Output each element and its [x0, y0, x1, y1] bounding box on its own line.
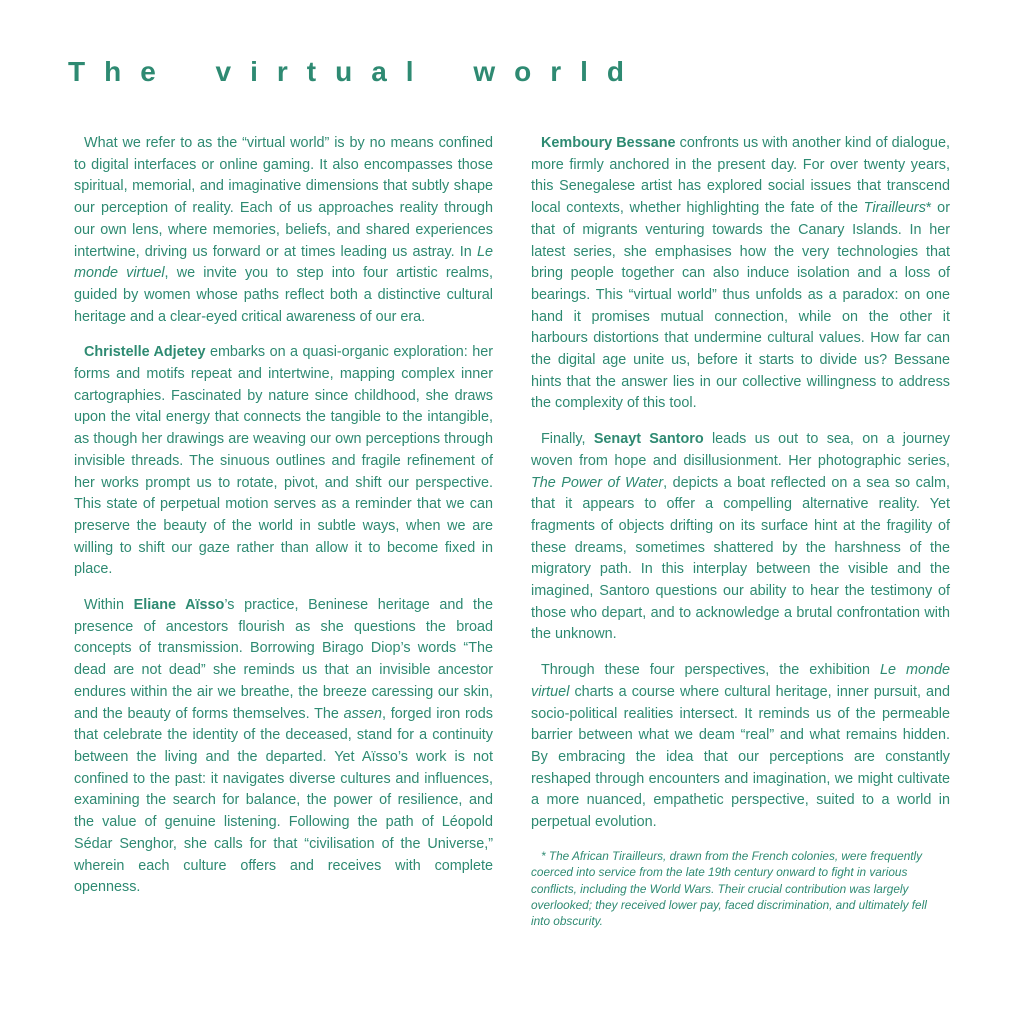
- artist-name-aisso: Eliane Aïsso: [133, 597, 225, 614]
- aisso-paragraph: Within Eliane Aïsso’s practice, Beninese heritage and the presence of ancestors flourish as she questions the broad concepts of transmission. Borrowing Birago Diop’s words “The dead are not dead” she reminds us that an invisible ancestor endures within the air we breathe, the breeze caressing our skin, and the beauty of forms themselves. The assen, forged iron rods that celebrate the identity of the deceased, stand for a continuity between the living and the departed. Yet Aïsso’s work is not confined to the past: it navigates diverse cultures and influences, examining the search for balance, the power of resilience, and the value of genuine listening. Following the path of Léopold Sédar Senghor, she calls for that “civilisation of the Universe,” wherein each culture offers and receives with complete openness.: [74, 597, 494, 896]
- artist-name-adjetey: Christelle Adjetey: [84, 344, 206, 361]
- santoro-paragraph: Finally, Senayt Santoro leads us out to sea, on a journey woven from hope and disillusionment. Her photographic series, The Power of Water, depicts a boat reflected on a sea so calm, that it appears to offer a compelling alternative reality. Yet fragments of objects drifting on its surface hint at the fragility of these dreams, sometimes shattered by the harshness of the migratory path. In this interplay between the visible and the imagined, Santoro questions our ability to hear the testimony of those who depart, and to acknowledge a brutal confrontation with the unknown.: [531, 431, 951, 643]
- footnote: * The African Tirailleurs, drawn from the French colonies, were frequently coerced into service from the late 19th century onward to fight in various conflicts, including the World Wars. Their crucial contribution was largely overlooked; they received lower pay, faced discrimination, and ultimately fell into obscurity.: [531, 848, 927, 929]
- intro-paragraph: What we refer to as the “virtual world” is by no means confined to digital interfaces or online gaming. It also encompasses those spiritual, memorial, and imaginative dimensions that subtly shape our perception of reality. Each of us approaches reality through our own lens, where memories, beliefs, and shared experiences intertwine, driving us forward or at times leading us astray. In Le monde virtuel, we invite you to step into four artistic realms, guided by women whose paths reflect both a distinctive cultural heritage and a clear-eyed critical awareness of our era.: [74, 135, 493, 325]
- right-column: [531, 133, 950, 944]
- assen-emphasis: assen: [343, 705, 383, 722]
- exhibition-title-emphasis: Le monde virtuel: [531, 662, 950, 700]
- series-title-emphasis: The Power of Water: [531, 474, 664, 491]
- page-title: The virtual world: [68, 56, 644, 87]
- exhibition-title-emphasis: Le monde virtuel: [74, 243, 493, 282]
- artist-name-santoro: Senayt Santoro: [593, 431, 704, 448]
- left-column: [74, 133, 493, 913]
- tirailleurs-emphasis: Tirailleurs: [863, 200, 926, 217]
- bessane-paragraph: Kemboury Bessane confronts us with another kind of dialogue, more firmly anchored in the present day. For over twenty years, this Senegalese artist has explored social issues that transcend local contexts, whether highlighting the fate of the Tirailleurs* or that of migrants venturing towards the Canary Islands. In her latest series, she emphasises how the very technologies that bring people together can also induce isolation and a loss of bearings. This “virtual world” thus unfolds as a paradox: on one hand it promises mutual connection, while on the other it harbours distortions that undermine cultural values. How far can the digital age unite us, before it starts to divide us? Bessane hints that the answer lies in our collective willingness to address the complexity of this tool.: [531, 135, 950, 412]
- adjetey-paragraph: Christelle Adjetey embarks on a quasi-organic exploration: her forms and motifs repeat and intertwine, mapping complex inner cartographies. Fascinated by nature since childhood, she draws upon the vital energy that connects the tangible to the intangible, as though her drawings are weaving our own perceptions through invisible threads. The sinuous outlines and fragile refinement of her works prompt us to rotate, pivot, and shift our perspective. This state of perpetual motion serves as a reminder that we can preserve the beauty of the world in subtle ways, when we are willing to shift our gaze rather than allow it to become fixed in place.: [74, 344, 493, 578]
- conclusion-paragraph: Through these four perspectives, the exhibition Le monde virtuel charts a course where cultural heritage, inner pursuit, and socio-political realities intersect. It reminds us of the permeable barrier between what we deam “real” and what remains hidden. By embracing the idea that our perceptions are constantly reshaped through encounters and imagination, we might cultivate a more nuanced, empathetic perspective, suited to a world in perpetual evolution.: [531, 662, 950, 831]
- artist-name-bessane: Kemboury Bessane: [541, 135, 676, 151]
